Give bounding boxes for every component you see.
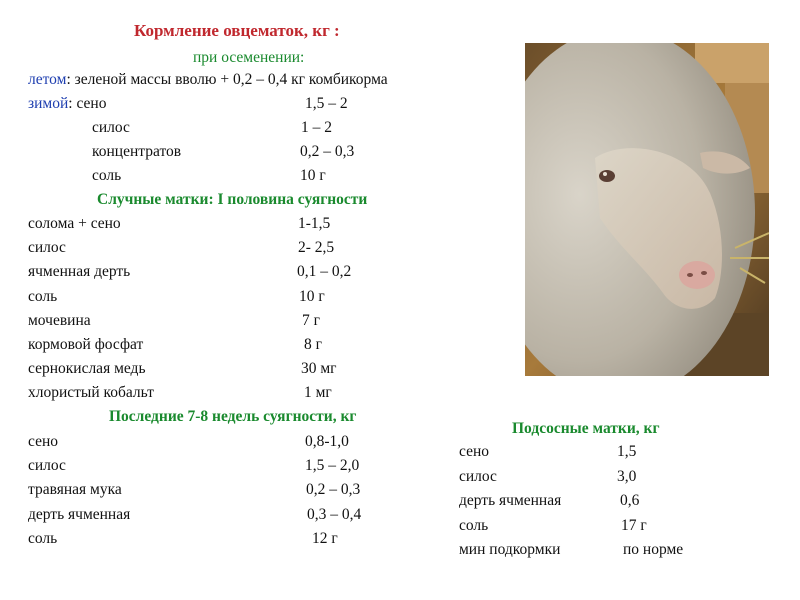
lactating-item-name: соль (459, 517, 489, 534)
first-half-item-amount: 0,1 – 0,2 (297, 263, 352, 280)
last-weeks-item-name: силос (28, 457, 66, 474)
last-weeks-item-amount: 0,3 – 0,4 (307, 506, 362, 523)
first-half-item-name: сернокислая медь (28, 360, 146, 377)
first-half-item-name: солома + сено (28, 215, 121, 232)
first-half-item-amount: 7 г (302, 312, 320, 329)
winter-item-amount: 1,5 – 2 (305, 95, 348, 112)
lactating-item-amount: 0,6 (620, 492, 640, 509)
last-weeks-item-name: соль (28, 530, 58, 547)
first-half-heading: Случные матки: I половина суягности (97, 191, 368, 208)
first-half-item-amount: 1 мг (304, 384, 332, 401)
last-weeks-item-name: травяная мука (28, 481, 122, 498)
last-weeks-item-amount: 0,2 – 0,3 (306, 481, 361, 498)
lactating-item-name: мин подкормки (459, 541, 561, 558)
lactating-item-amount: 3,0 (617, 468, 637, 485)
lactating-item-amount: 1,5 (617, 443, 637, 460)
lactating-item-name: силос (459, 468, 497, 485)
lactating-item-amount: 17 г (621, 517, 647, 534)
last-weeks-item-amount: 0,8-1,0 (305, 433, 349, 450)
summer-label: летом (28, 71, 67, 88)
winter-item-name: силос (92, 119, 130, 136)
first-half-item-name: мочевина (28, 312, 91, 329)
last-weeks-item-name: сено (28, 433, 58, 450)
winter-item-amount: 10 г (300, 167, 326, 184)
first-half-item-name: соль (28, 288, 58, 305)
last-weeks-item-amount: 1,5 – 2,0 (305, 457, 360, 474)
winter-line-0 (28, 94, 106, 114)
winter-item-name: концентратов (92, 143, 182, 160)
first-half-item-amount: 10 г (299, 288, 325, 305)
first-half-item-name: кормовой фосфат (28, 336, 144, 353)
page-title: Кормление овцематок, кг : (134, 21, 340, 40)
first-half-item-amount: 8 г (304, 336, 322, 353)
lactating-item-amount: по норме (623, 541, 684, 558)
last-weeks-item-amount: 12 г (312, 530, 338, 547)
first-half-item-name: силос (28, 239, 66, 256)
summer-line (28, 70, 388, 90)
first-half-item-amount: 2- 2,5 (298, 239, 335, 256)
winter-item-amount: 1 – 2 (301, 119, 332, 136)
winter-item-name: соль (92, 167, 122, 184)
first-half-item-amount: 1-1,5 (298, 215, 331, 232)
winter-item-amount: 0,2 – 0,3 (300, 143, 355, 160)
last-weeks-item-name: дерть ячменная (28, 506, 131, 523)
first-half-item-name: хлористый кобальт (28, 384, 154, 401)
lactating-item-name: сено (459, 443, 489, 460)
winter-item-name: : сено (68, 95, 107, 112)
summer-text: : зеленой массы вволю + 0,2 – 0,4 кг комбикорма (66, 71, 388, 88)
sheep-photo (525, 43, 769, 376)
sheep-illustration (525, 43, 769, 376)
winter-label: зимой (28, 95, 69, 112)
lactating-heading: Подсосные матки, кг (512, 420, 660, 437)
insemination-heading: при осеменении: (193, 49, 305, 66)
first-half-item-amount: 30 мг (301, 360, 337, 377)
first-half-item-name: ячменная дерть (28, 263, 131, 280)
lactating-item-name: дерть ячменная (459, 492, 562, 509)
last-weeks-heading: Последние 7-8 недель суягности, кг (109, 408, 357, 425)
